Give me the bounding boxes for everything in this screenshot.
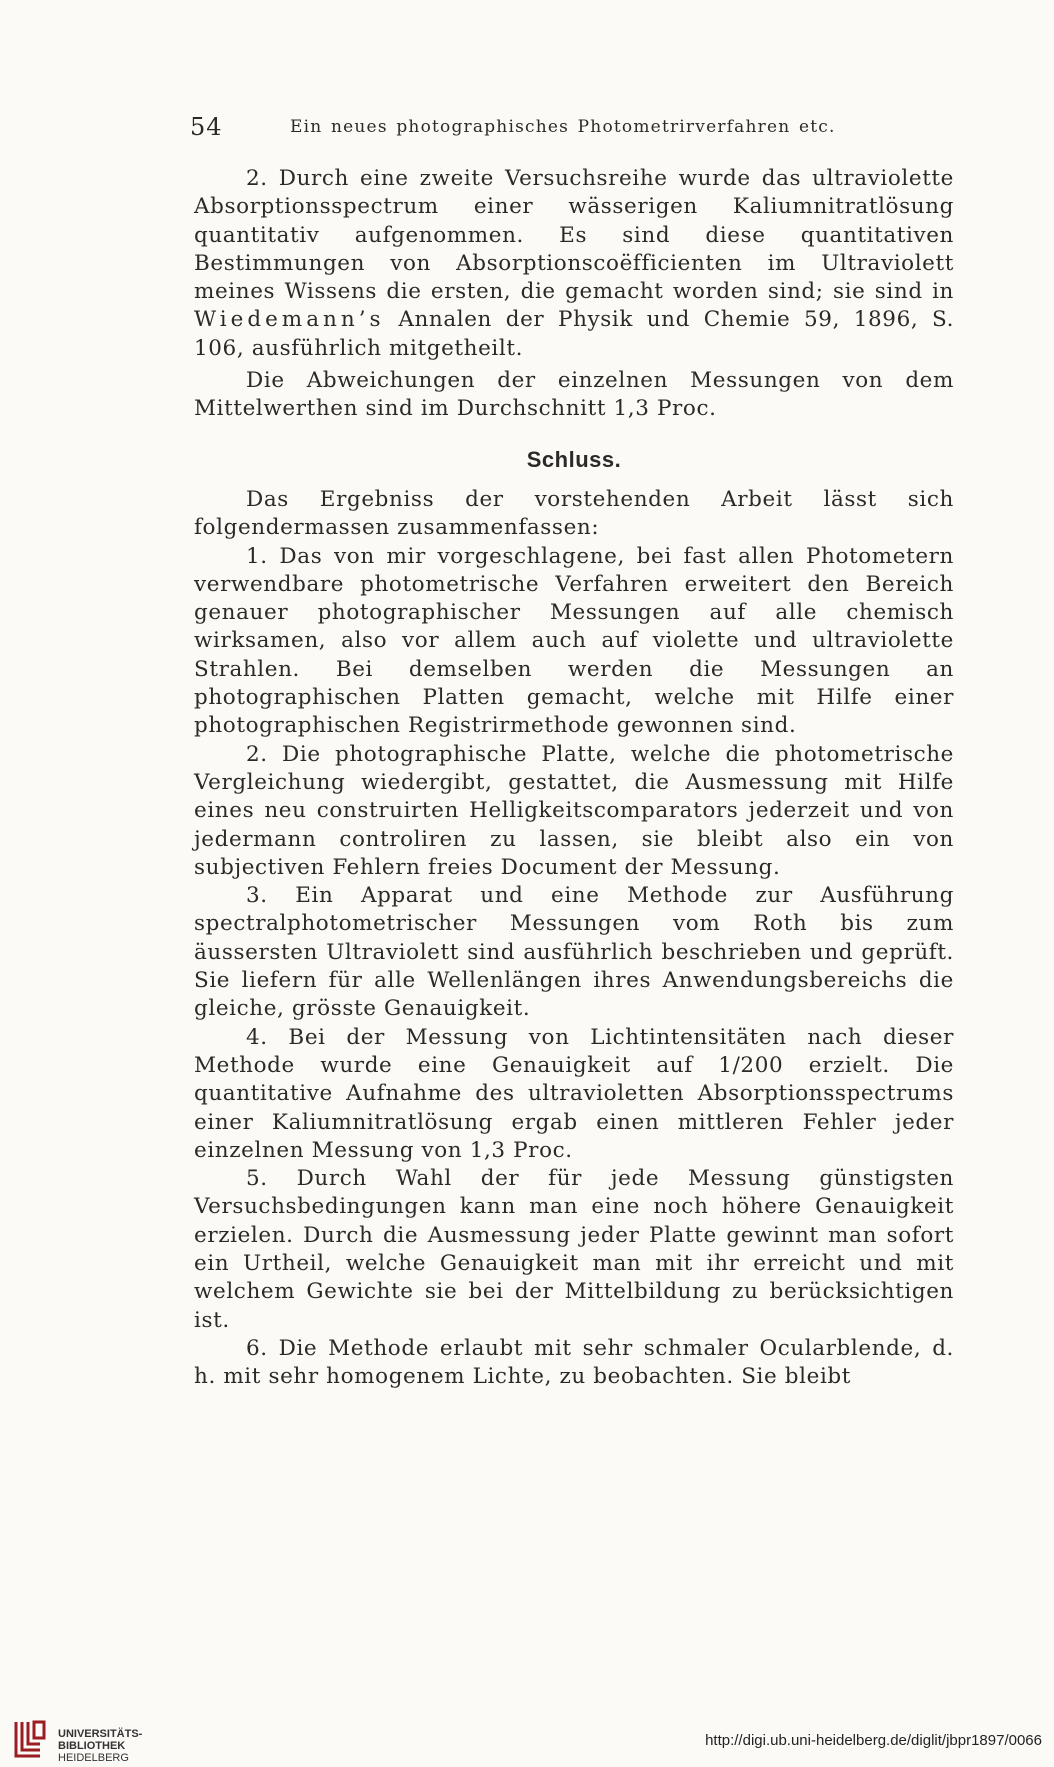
paragraph: Das Ergebniss der vorstehenden Arbeit lässt sich folgendermassen zusammenfassen: (194, 486, 954, 541)
page-header (190, 113, 960, 143)
library-logo-icon (10, 1718, 48, 1760)
page-number: 54 (190, 113, 223, 141)
paragraph: Die Abweichungen der einzelnen Messungen von dem Mittelwerthen sind im Durchschnitt 1,3 Proc. (194, 368, 954, 422)
library-name-line: HEIDELBERG (58, 1752, 129, 1764)
library-name (58, 1728, 142, 1764)
page-footer (0, 1710, 1054, 1767)
section-heading: Schluss. (526, 446, 622, 472)
paragraph-text: 2. Durch eine zweite Versuchsreihe wurde das ultraviolette Absorptionsspectrum einer wässerigen Kaliumnitratlösung quantitativ aufgenommen. Es sind diese quantitativen Bestimmungen von Absorptionscoëfficienten im Ultraviolett meines Wissens die ersten, die gemacht worden sind; sie sind in (194, 166, 954, 305)
list-item: 3. Ein Apparat und eine Methode zur Ausführung spectralphotometrischer Messungen vom Roth bis zum äussersten Ultraviolett sind ausführlich beschrieben und geprüft. Sie liefern für alle Wellenlängen ihres Anwendungsbereichs die gleiche, grösste Genauigkeit. (194, 883, 954, 1022)
paragraph-text: Annalen der Physik und Chemie 59, 1896, S. 106, ausführlich mitgetheilt. (194, 307, 954, 361)
paragraph (194, 165, 954, 363)
library-name-line: BIBLIOTHEK (58, 1740, 126, 1752)
list-item: 1. Das von mir vorgeschlagene, bei fast allen Photometern verwendbare photometrische Verfahren erweitert den Bereich genauer photographischer Messungen auf alle chemisch wirksamen, also vor allem auch auf violette und ultraviolette Strahlen. Bei demselben werden die Messungen an photographischen Platten gemacht, welche mit Hilfe einer photographischen Registrirmethode gewonnen sind. (194, 543, 954, 739)
list-item: 2. Die photographische Platte, welche die photometrische Vergleichung wiedergibt, gestattet, die Ausmessung mit Hilfe eines neu construirten Helligkeitscomparators jederzeit und von jedermann controliren zu lassen, sie bleibt also ein von subjectiven Fehlern freies Document der Messung. (194, 741, 954, 880)
body-text (194, 165, 954, 1391)
running-head: Ein neues photographisches Photometrirverfahren etc. (290, 117, 836, 137)
list-item: 6. Die Methode erlaubt mit sehr schmaler Ocularblende, d. h. mit sehr homogenem Lichte, zu beobachten. Sie bleibt (194, 1335, 954, 1390)
library-name-line: UNIVERSITÄTS- (58, 1728, 143, 1740)
author-name: Wiedemann’s (194, 307, 385, 333)
list-item: 5. Durch Wahl der für jede Messung günstigsten Versuchsbedingungen kann man eine noch höhere Genauigkeit erzielen. Durch die Ausmessung jeder Platte gewinnt man sofort ein Urtheil, welche Genauigkeit man mit ihr erreicht und mit welchem Gewichte sie bei der Mittelbildung zu berücksichtigen ist. (194, 1166, 954, 1333)
source-url-link[interactable]: http://digi.ub.uni-heidelberg.de/diglit/jbpr1897/0066 (705, 1732, 1042, 1749)
list-item: 4. Bei der Messung von Lichtintensitäten nach dieser Methode wurde eine Genauigkeit auf 1/200 erzielt. Die quantitative Aufnahme des ultravioletten Absorptionsspectrums einer Kaliumnitratlösung ergab einen mittleren Fehler jeder einzelnen Messung von 1,3 Proc. (194, 1024, 954, 1163)
